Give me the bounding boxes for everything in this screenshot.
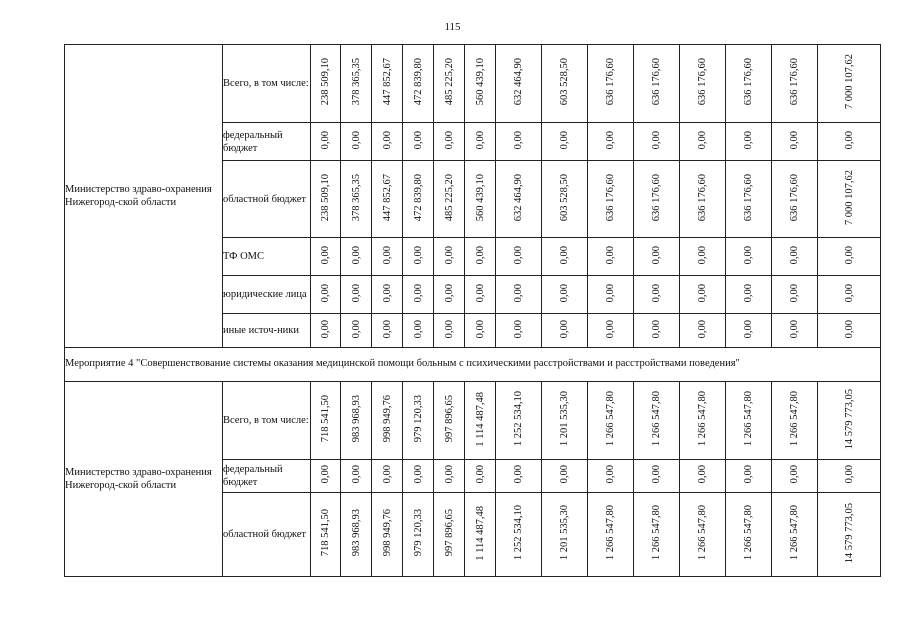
value-cell [341,493,372,577]
value-cell [680,314,726,348]
value-text: 0,00 [381,283,393,303]
value-text: 1 252 534,10 [513,505,524,561]
page-number: 115 [444,21,461,33]
value-text: 0,00 [320,465,331,484]
table-row [65,45,881,123]
value-cell [434,460,465,493]
value-text: 0,00 [320,245,331,265]
value-cell [726,382,772,460]
value-cell [818,460,881,493]
value-cell [496,314,542,348]
value-cell [588,45,634,123]
value-cell [542,493,588,577]
value-cell [726,276,772,314]
value-cell [496,161,542,238]
value-text: 718 541,50 [320,509,331,557]
value-text: 0,00 [843,130,855,150]
value-cell [634,314,680,348]
value-text: 0,00 [843,465,855,484]
value-text: 0,00 [443,245,455,265]
value-cell [434,493,465,577]
budget-table [64,44,881,577]
value-text: 0,00 [320,130,331,150]
value-cell [341,123,372,161]
value-text: 7 000 107,62 [843,169,855,226]
funding-source-cell: юридические лица [223,276,311,314]
value-cell [496,45,542,123]
value-text: 0,00 [474,319,486,339]
value-cell [465,314,496,348]
funding-source-cell: федеральный бюджет [223,460,311,493]
value-text: 636 176,60 [743,173,754,222]
value-cell [434,123,465,161]
value-cell [772,161,818,238]
value-text: 0,00 [350,465,362,484]
value-text: 0,00 [743,130,754,150]
value-text: 1 252 534,10 [513,391,524,447]
value-cell [634,238,680,276]
value-text: 0,00 [651,319,662,339]
value-cell [634,460,680,493]
value-cell [341,238,372,276]
value-cell [634,276,680,314]
value-cell [341,460,372,493]
value-cell [680,123,726,161]
value-text: 636 176,60 [789,173,800,222]
value-text: 0,00 [697,245,708,265]
value-text: 238 509,10 [320,173,331,222]
value-cell [772,45,818,123]
organization-cell: Министерство здраво-охранения Нижегород-ской области [65,382,223,577]
value-text: 560 439,10 [474,58,486,106]
table-row [65,382,881,460]
value-text: 378 365,35 [350,58,362,106]
value-text: 0,00 [697,283,708,303]
value-cell [311,161,341,238]
value-text: 0,00 [789,283,800,303]
value-text: 1 266 547,80 [697,391,708,447]
funding-source-cell: иные источ-ники [223,314,311,348]
value-cell [496,238,542,276]
value-cell [772,382,818,460]
value-cell [403,45,434,123]
value-cell [818,493,881,577]
value-text: 0,00 [412,465,424,484]
value-text: 998 949,76 [381,509,393,557]
value-text: 0,00 [412,130,424,150]
value-cell [542,45,588,123]
value-cell [403,123,434,161]
value-cell [772,314,818,348]
funding-source-cell: ТФ ОМС [223,238,311,276]
value-cell [680,276,726,314]
value-cell [726,161,772,238]
value-text: 0,00 [443,465,455,484]
value-text: 0,00 [651,283,662,303]
value-text: 1 266 547,80 [605,505,616,561]
value-text: 0,00 [513,319,524,339]
value-cell [465,493,496,577]
value-text: 636 176,60 [651,173,662,222]
value-text: 0,00 [350,319,362,339]
value-text: 0,00 [412,283,424,303]
value-cell [403,460,434,493]
value-cell [588,276,634,314]
value-text: 0,00 [789,319,800,339]
value-cell [588,238,634,276]
value-cell [311,276,341,314]
value-text: 560 439,10 [474,173,486,222]
value-text: 7 000 107,62 [843,54,855,110]
value-text: 636 176,60 [651,58,662,106]
value-text: 0,00 [605,245,616,265]
value-text: 0,00 [320,319,331,339]
value-text: 636 176,60 [789,58,800,106]
value-cell [772,276,818,314]
value-text: 0,00 [697,319,708,339]
value-cell [465,45,496,123]
value-cell [465,123,496,161]
value-text: 0,00 [843,319,855,339]
value-cell [434,276,465,314]
value-text: 14 579 773,05 [843,388,855,450]
value-text: 472 839,80 [412,173,424,222]
value-text: 979 120,33 [412,509,424,557]
value-text: 485 225,20 [443,58,455,106]
value-cell [496,123,542,161]
value-cell [311,45,341,123]
value-cell [726,460,772,493]
value-text: 0,00 [350,245,362,265]
value-cell [726,238,772,276]
value-text: 0,00 [651,245,662,265]
value-cell [542,161,588,238]
value-text: 1 266 547,80 [651,391,662,447]
value-cell [634,493,680,577]
value-cell [542,276,588,314]
value-cell [403,161,434,238]
value-cell [311,493,341,577]
funding-source-cell: областной бюджет [223,493,311,577]
value-text: 0,00 [789,245,800,265]
value-cell [588,161,634,238]
value-cell [772,123,818,161]
value-text: 238 509,10 [320,58,331,106]
value-text: 0,00 [697,130,708,150]
value-cell [726,314,772,348]
value-cell [542,460,588,493]
value-text: 0,00 [381,245,393,265]
value-text: 0,00 [350,130,362,150]
value-cell [680,45,726,123]
value-cell [680,161,726,238]
value-cell [465,382,496,460]
value-cell [680,460,726,493]
value-cell [680,493,726,577]
value-text: 0,00 [559,283,570,303]
value-cell [542,123,588,161]
value-cell [496,493,542,577]
value-cell [680,382,726,460]
value-text: 636 176,60 [605,173,616,222]
value-cell [818,161,881,238]
value-text: 0,00 [743,319,754,339]
organization-cell: Министерство здраво-охранения Нижегород-ской области [65,45,223,348]
value-text: 632 464,90 [513,58,524,106]
value-text: 0,00 [605,465,616,484]
value-text: 0,00 [559,130,570,150]
value-cell [496,276,542,314]
value-cell [680,238,726,276]
value-text: 1 266 547,80 [743,391,754,447]
value-cell [341,382,372,460]
funding-source-cell: федеральный бюджет [223,123,311,161]
value-cell [542,382,588,460]
value-cell [341,161,372,238]
value-text: 447 852,67 [381,58,393,106]
value-text: 0,00 [559,319,570,339]
value-cell [372,45,403,123]
value-cell [772,460,818,493]
value-cell [726,123,772,161]
value-text: 0,00 [651,130,662,150]
value-text: 1 266 547,80 [651,505,662,561]
value-cell [465,161,496,238]
value-cell [372,161,403,238]
value-text: 0,00 [320,283,331,303]
value-cell [465,276,496,314]
value-cell [311,123,341,161]
value-text: 0,00 [789,465,800,484]
value-cell [588,314,634,348]
value-cell [434,161,465,238]
value-text: 997 896,65 [443,395,455,443]
value-text: 983 968,93 [350,395,362,443]
value-text: 447 852,67 [381,173,393,222]
value-text: 1 266 547,80 [789,505,800,561]
value-text: 0,00 [743,283,754,303]
value-text: 0,00 [559,245,570,265]
value-text: 0,00 [513,283,524,303]
value-text: 0,00 [443,283,455,303]
value-cell [403,276,434,314]
value-cell [818,123,881,161]
value-text: 603 528,50 [559,173,570,222]
value-text: 0,00 [605,283,616,303]
value-text: 0,00 [474,283,486,303]
value-cell [311,238,341,276]
value-cell [341,276,372,314]
value-cell [372,460,403,493]
value-cell [588,382,634,460]
value-text: 1 266 547,80 [789,391,800,447]
value-cell [403,314,434,348]
value-text: 0,00 [651,465,662,484]
value-text: 0,00 [513,465,524,484]
funding-source-cell: Всего, в том числе: [223,382,311,460]
value-cell [588,123,634,161]
value-cell [726,493,772,577]
value-text: 14 579 773,05 [843,502,855,564]
value-cell [634,123,680,161]
value-text: 0,00 [412,319,424,339]
value-text: 1 201 535,30 [559,391,570,447]
value-text: 0,00 [697,465,708,484]
value-cell [311,460,341,493]
value-cell [634,45,680,123]
value-cell [465,238,496,276]
value-cell [496,382,542,460]
value-text: 997 896,65 [443,509,455,557]
value-cell [434,314,465,348]
value-cell [496,460,542,493]
value-text: 0,00 [605,319,616,339]
funding-source-cell: областной бюджет [223,161,311,238]
value-text: 636 176,60 [605,58,616,106]
value-text: 485 225,20 [443,173,455,222]
value-text: 0,00 [443,130,455,150]
value-text: 636 176,60 [697,58,708,106]
value-cell [403,238,434,276]
value-cell [434,238,465,276]
value-cell [588,460,634,493]
value-text: 0,00 [559,465,570,484]
value-cell [772,493,818,577]
value-cell [726,45,772,123]
activity-title: Мероприятие 4 "Совершенствование системы оказания медицинской помощи больным с психическими расстройствами и расстройствами поведения" [65,348,881,382]
value-cell [818,45,881,123]
funding-source-cell: Всего, в том числе: [223,45,311,123]
value-cell [403,493,434,577]
value-text: 1 266 547,80 [697,505,708,561]
value-cell [434,382,465,460]
value-text: 1 201 535,30 [559,505,570,561]
value-cell [311,382,341,460]
value-text: 1 114 487,48 [474,391,486,447]
value-text: 1 266 547,80 [605,391,616,447]
value-cell [818,276,881,314]
value-cell [465,460,496,493]
value-text: 0,00 [381,130,393,150]
value-text: 472 839,80 [412,58,424,106]
value-text: 718 541,50 [320,395,331,443]
value-text: 0,00 [513,130,524,150]
value-text: 0,00 [412,245,424,265]
value-cell [588,493,634,577]
value-cell [372,276,403,314]
value-cell [542,238,588,276]
value-text: 979 120,33 [412,395,424,443]
value-text: 0,00 [743,245,754,265]
value-text: 603 528,50 [559,58,570,106]
value-cell [403,382,434,460]
value-text: 0,00 [350,283,362,303]
value-text: 0,00 [789,130,800,150]
value-text: 0,00 [443,319,455,339]
value-text: 0,00 [843,283,855,303]
value-cell [818,382,881,460]
value-text: 636 176,60 [743,58,754,106]
value-text: 998 949,76 [381,395,393,443]
value-cell [772,238,818,276]
value-cell [372,123,403,161]
value-text: 0,00 [474,465,486,484]
value-text: 0,00 [605,130,616,150]
value-text: 378 365,35 [350,173,362,222]
value-cell [818,238,881,276]
value-text: 0,00 [381,465,393,484]
value-cell [372,314,403,348]
activity-row [65,348,881,382]
value-text: 1 114 487,48 [474,505,486,561]
value-cell [372,382,403,460]
value-text: 0,00 [843,245,855,265]
value-text: 636 176,60 [697,173,708,222]
value-cell [341,314,372,348]
value-cell [634,161,680,238]
value-cell [634,382,680,460]
value-text: 0,00 [474,130,486,150]
value-text: 0,00 [474,245,486,265]
value-text: 0,00 [513,245,524,265]
value-text: 983 968,93 [350,509,362,557]
value-cell [434,45,465,123]
value-text: 1 266 547,80 [743,505,754,561]
value-text: 0,00 [381,319,393,339]
value-cell [311,314,341,348]
value-cell [818,314,881,348]
value-text: 0,00 [743,465,754,484]
value-cell [542,314,588,348]
value-cell [372,238,403,276]
value-text: 632 464,90 [513,173,524,222]
value-cell [341,45,372,123]
value-cell [372,493,403,577]
